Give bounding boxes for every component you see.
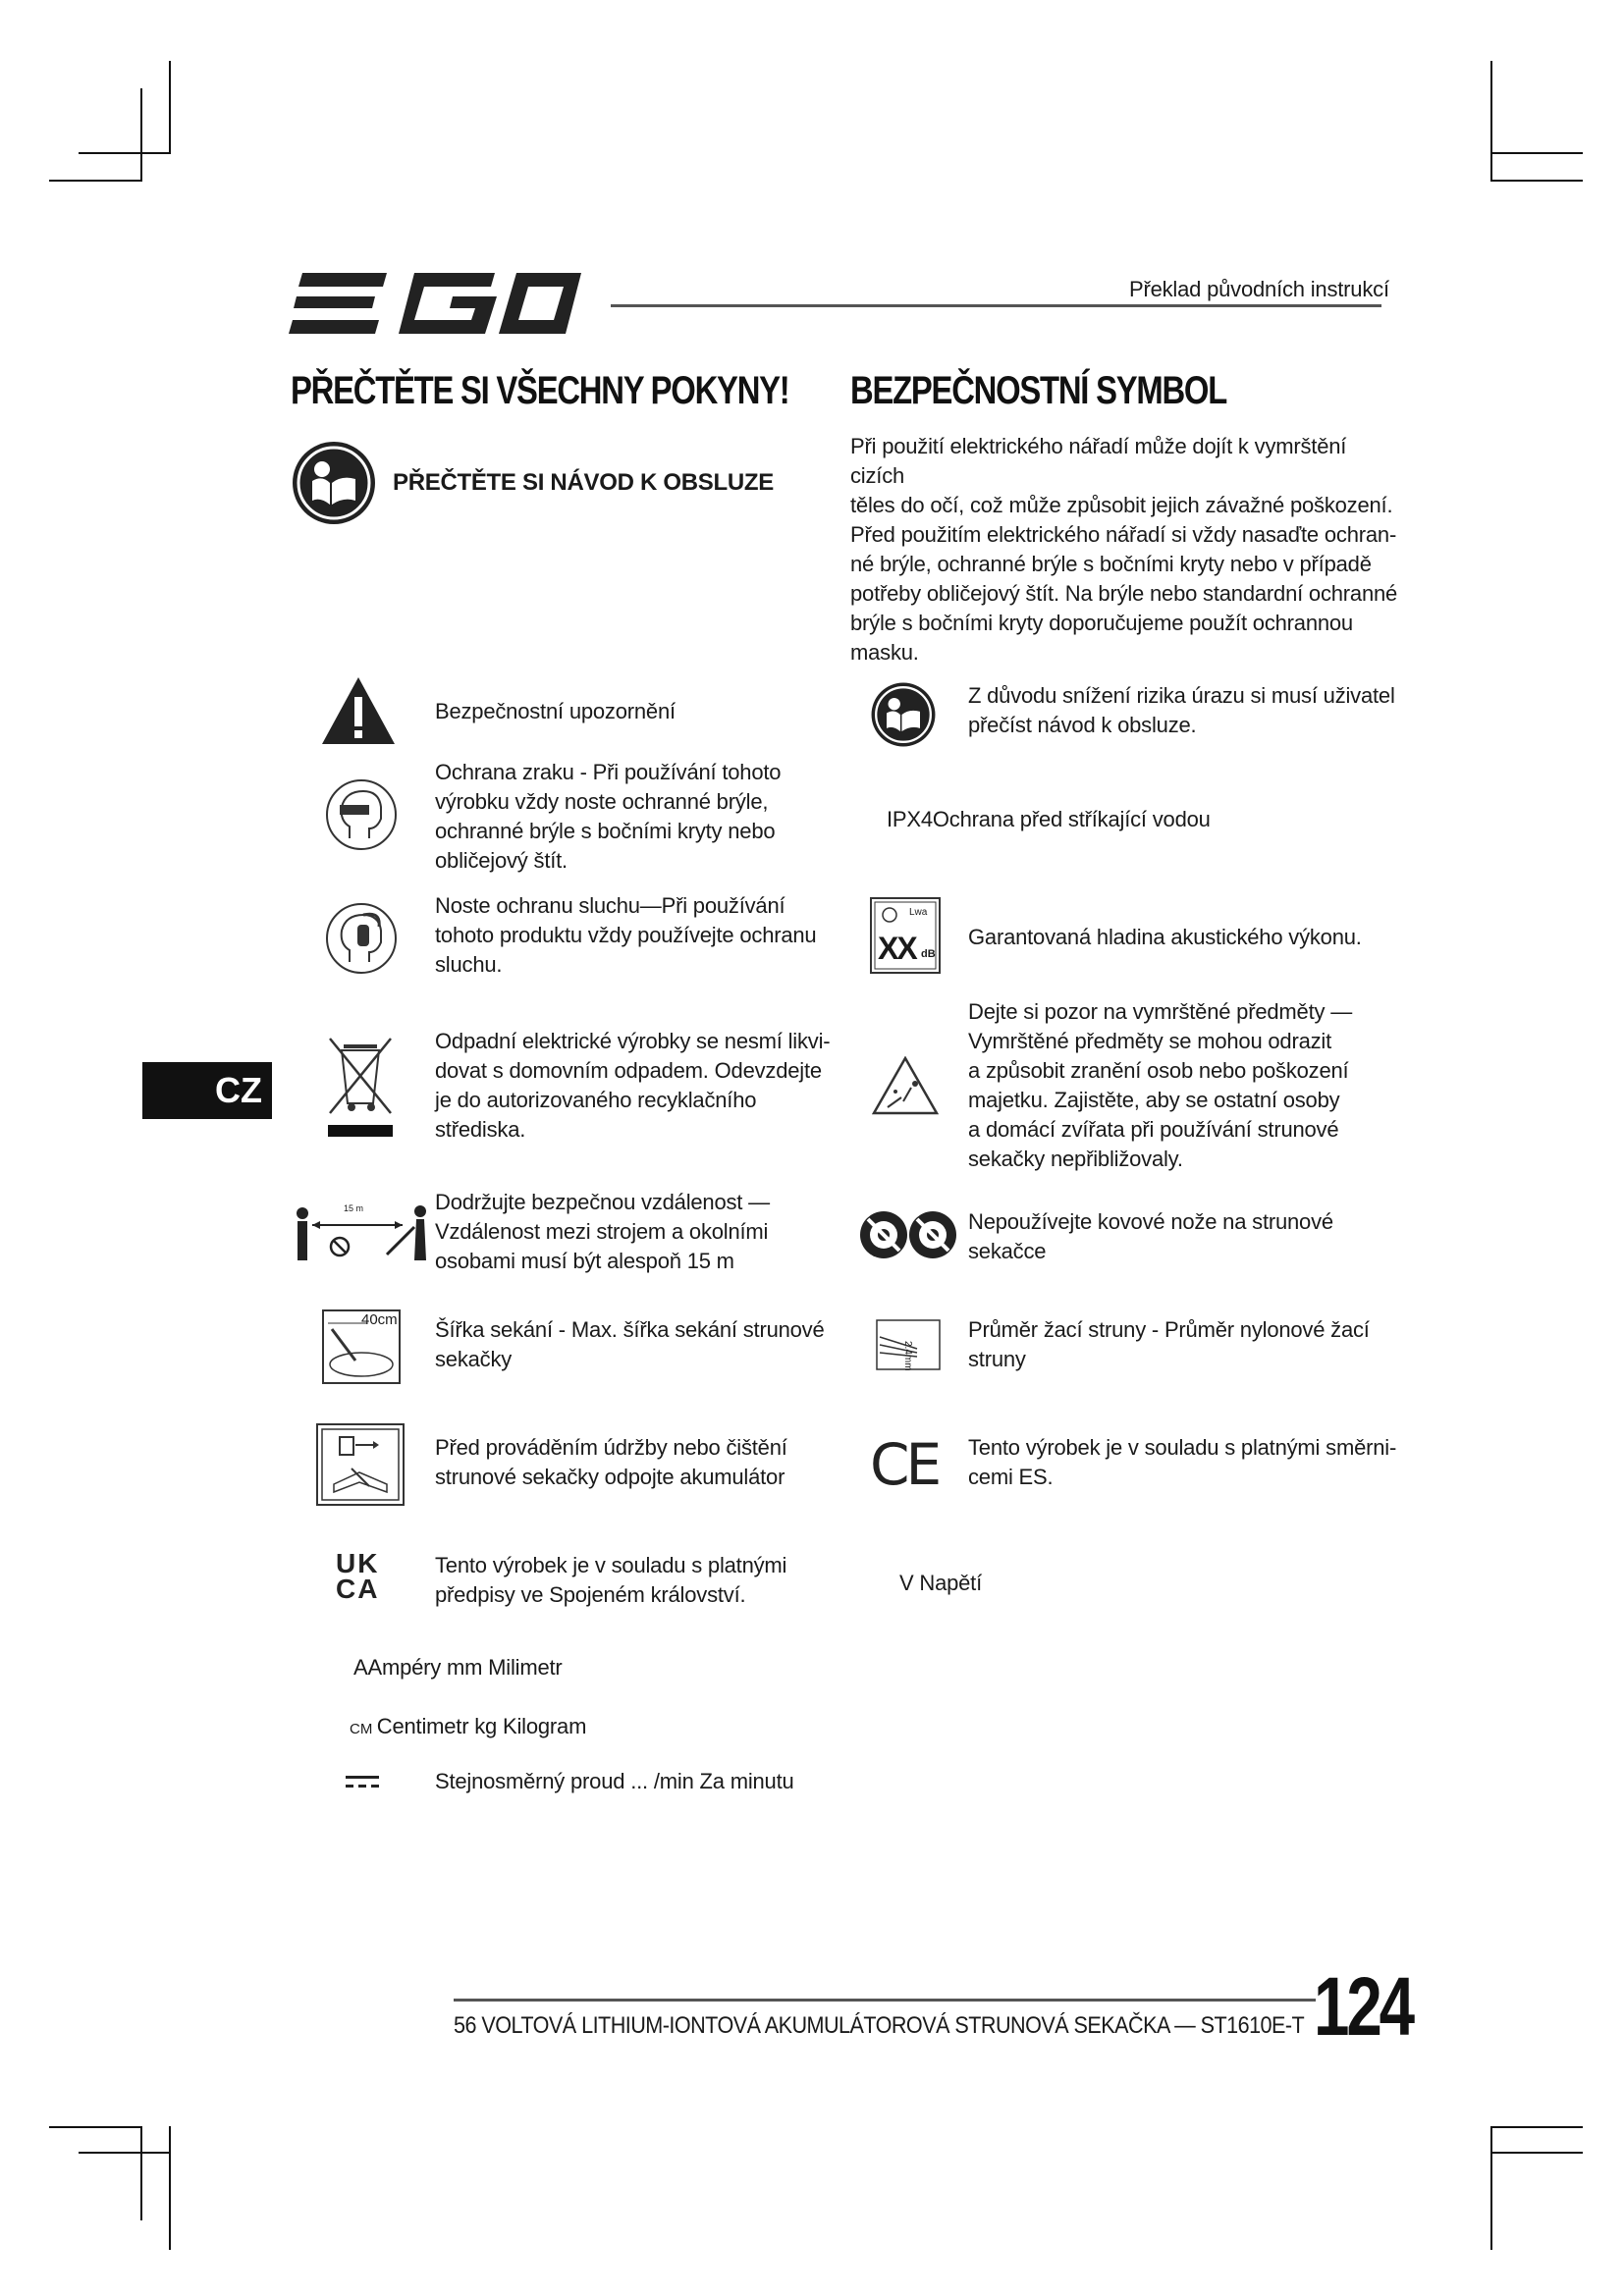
crop-mark — [1490, 2152, 1583, 2154]
crop-mark — [169, 61, 171, 154]
symbol-line: Noste ochranu sluchu—Při používání — [435, 893, 785, 918]
symbol-text — [968, 681, 1395, 740]
header-rule — [611, 304, 1381, 307]
symbol-text — [899, 1569, 982, 1598]
eye-protection-icon — [324, 777, 399, 852]
symbol-line: strunové sekačky odpojte akumulátor — [435, 1465, 785, 1489]
ukca-mark-icon — [336, 1548, 387, 1608]
hearing-protection-icon — [324, 901, 399, 976]
direct-current-icon — [346, 1775, 379, 1789]
read-manual-label: PŘEČTĚTE SI NÁVOD K OBSLUZE — [393, 469, 774, 496]
symbol-line: Nepoužívejte kovové nože na strunové — [968, 1209, 1333, 1234]
footer-rule — [454, 1999, 1316, 2002]
sound-unit: dB — [921, 948, 936, 960]
intro-paragraph — [850, 432, 1400, 667]
units-dc: Stejnosměrný proud ... /min Za minutu — [435, 1769, 794, 1793]
symbol-text — [435, 758, 781, 876]
crop-mark — [169, 2126, 171, 2250]
symbol-line: osobami musí být alespoň 15 m — [435, 1249, 734, 1273]
symbol-line: Průměr žací struny - Průměr nylonové žací — [968, 1317, 1370, 1342]
intro-line: brýle s bočními kryty doporučujeme použít ochrannou — [850, 611, 1353, 635]
symbol-line: Vzdálenost mezi strojem a okolními — [435, 1219, 769, 1244]
units-amp: AAmpéry mm Milimetr — [353, 1655, 563, 1680]
intro-line: potřeby obličejový štít. Na brýle nebo standardní ochranné — [850, 581, 1398, 606]
line-diameter-label: 2.4mm — [902, 1341, 913, 1371]
symbol-line: V Napětí — [899, 1571, 983, 1595]
symbol-text — [435, 697, 676, 726]
weee-bin-icon — [324, 1035, 397, 1139]
crop-mark — [1490, 152, 1583, 154]
symbol-text — [968, 997, 1352, 1174]
intro-line: Při použití elektrického nářadí může dojít k vymrštění cizích — [850, 434, 1347, 488]
symbol-line: Ochrana zraku - Při používání tohoto — [435, 760, 782, 784]
cutting-width-icon — [322, 1309, 401, 1384]
crop-mark — [1490, 61, 1492, 182]
page-number: 124 — [1314, 1960, 1412, 2053]
line-diameter-icon — [876, 1319, 941, 1370]
symbol-line: sekačky nepřibližovaly. — [968, 1147, 1183, 1171]
symbol-text — [435, 1027, 830, 1145]
symbol-line: struny — [968, 1347, 1026, 1371]
symbol-line: přečíst návod k obsluze. — [968, 713, 1197, 737]
no-metal-blades-icon — [858, 1207, 958, 1262]
crop-mark — [49, 180, 142, 182]
language-tab: CZ — [142, 1062, 272, 1119]
symbol-line: výrobku vždy noste ochranné brýle, — [435, 789, 769, 814]
crop-mark — [49, 2126, 142, 2128]
symbol-line: Bezpečnostní upozornění — [435, 699, 676, 723]
symbol-line: Vymrštěné předměty se mohou odrazit — [968, 1029, 1332, 1053]
symbol-line: Z důvodu snížení rizika úrazu si musí uživatel — [968, 683, 1395, 708]
read-manual-icon — [291, 440, 377, 526]
symbol-text — [435, 1315, 825, 1374]
crop-mark — [140, 88, 142, 182]
thrown-objects-icon — [872, 1056, 939, 1115]
symbol-text — [435, 1433, 787, 1492]
symbol-line: dovat s domovním odpadem. Odevzdejte — [435, 1058, 822, 1083]
left-heading: PŘEČTĚTE SI VŠECHNY POKYNY! — [291, 369, 789, 412]
crop-mark — [1490, 180, 1583, 182]
ego-logo-icon — [289, 273, 583, 336]
symbol-line: IPX4Ochrana před stříkající vodou — [887, 807, 1211, 831]
crop-mark — [140, 2126, 142, 2220]
symbol-text — [968, 1433, 1396, 1492]
symbol-line: sluchu. — [435, 952, 503, 977]
symbol-line: sekačce — [968, 1239, 1047, 1263]
sound-lwa: Lwa — [909, 907, 928, 918]
symbol-text — [435, 891, 816, 980]
crop-mark — [79, 152, 171, 154]
symbol-line: a domácí zvířata při používání strunové — [968, 1117, 1339, 1142]
symbol-line: cemi ES. — [968, 1465, 1054, 1489]
intro-line: těles do očí, což může způsobit jejich závažné poškození. — [850, 493, 1393, 517]
symbol-line: majetku. Zajistěte, aby se ostatní osoby — [968, 1088, 1340, 1112]
header-subtitle: Překlad původních instrukcí — [1129, 277, 1389, 301]
symbol-line: Dejte si pozor na vymrštěné předměty — — [968, 999, 1352, 1024]
symbol-line: sekačky — [435, 1347, 513, 1371]
symbol-line: Odpadní elektrické výrobky se nesmí likvi- — [435, 1029, 831, 1053]
symbol-line: Garantovaná hladina akustického výkonu. — [968, 925, 1362, 949]
symbol-text — [968, 1315, 1370, 1374]
symbol-line: Dodržujte bezpečnou vzdálenost — — [435, 1190, 770, 1214]
brand-logo — [289, 273, 583, 336]
crop-mark — [1490, 2126, 1492, 2250]
ce-mark-icon: CE — [870, 1431, 939, 1498]
ukca-top: UK — [336, 1548, 380, 1578]
read-manual-icon — [870, 681, 937, 748]
symbol-text — [435, 1551, 786, 1610]
sound-power-icon — [870, 897, 941, 974]
symbol-text — [968, 1207, 1333, 1266]
width-label: 40cm — [361, 1311, 398, 1328]
warning-triangle-icon — [320, 675, 397, 746]
symbol-text — [968, 923, 1362, 952]
crop-mark — [79, 2152, 171, 2154]
symbol-line: tohoto produktu vždy používejte ochranu — [435, 923, 817, 947]
symbol-line: a způsobit zranění osob nebo poškození — [968, 1058, 1349, 1083]
symbol-line: Šířka sekání - Max. šířka sekání strunové — [435, 1317, 825, 1342]
intro-line: né brýle, ochranné brýle s bočními kryty nebo v případě — [850, 552, 1372, 576]
symbol-line: střediska. — [435, 1117, 526, 1142]
symbol-line: je do autorizovaného recyklačního — [435, 1088, 757, 1112]
symbol-line: Tento výrobek je v souladu s platnými směrni- — [968, 1435, 1397, 1460]
symbol-line: Před prováděním údržby nebo čištění — [435, 1435, 787, 1460]
cm-text: Centimetr kg Kilogram — [376, 1714, 587, 1738]
symbol-text — [435, 1188, 770, 1276]
footer-title: 56 VOLTOVÁ LITHIUM-IONTOVÁ AKUMULÁTOROVÁ STRUNOVÁ SEKAČKA — ST1610E-T — [454, 2012, 1305, 2039]
distance-label: 15 m — [344, 1203, 364, 1213]
symbol-line: obličejový štít. — [435, 848, 568, 873]
symbol-text — [887, 805, 1211, 834]
safe-distance-icon — [293, 1200, 430, 1262]
intro-line: Před použitím elektrického nářadí si vždy nasaďte ochran- — [850, 522, 1397, 547]
ukca-bottom: CA — [336, 1574, 380, 1604]
cm-abbr: CM — [350, 1721, 373, 1737]
sound-value: XX — [878, 931, 916, 966]
right-heading: BEZPEČNOSTNÍ SYMBOL — [850, 369, 1227, 412]
symbol-line: Tento výrobek je v souladu s platnými — [435, 1553, 787, 1577]
units-cm-row — [350, 1712, 586, 1741]
intro-line: masku. — [850, 640, 919, 665]
crop-mark — [1490, 2126, 1583, 2128]
remove-battery-icon — [316, 1423, 405, 1506]
symbol-line: ochranné brýle s bočními kryty nebo — [435, 819, 776, 843]
symbol-line: předpisy ve Spojeném království. — [435, 1582, 746, 1607]
